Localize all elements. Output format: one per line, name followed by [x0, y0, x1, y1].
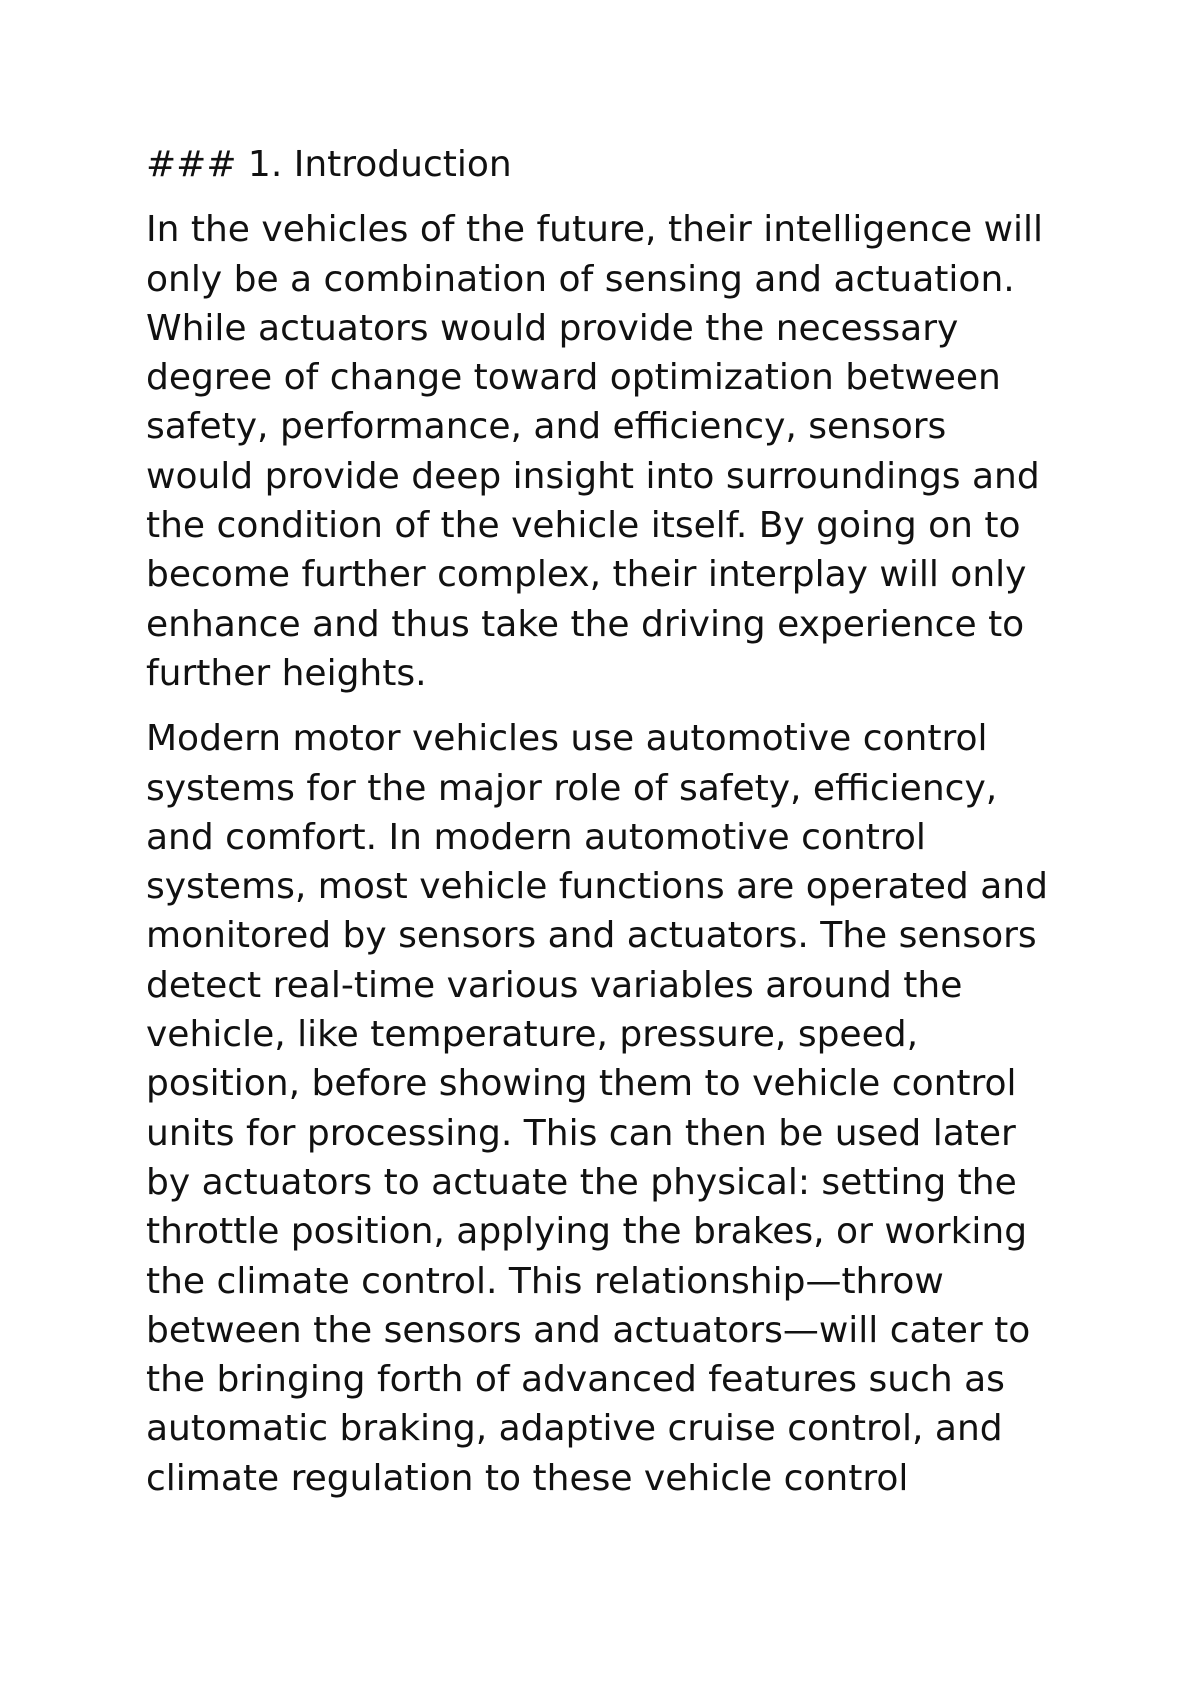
paragraph-1 [146, 205, 1076, 698]
text-line: In the vehicles of the future, their intelligence will [146, 209, 1044, 251]
text-line: units for processing. This can then be used later [146, 1112, 1016, 1154]
text-line: safety, performance, and efficiency, sensors [146, 406, 947, 448]
text-line: the condition of the vehicle itself. By going on to [146, 505, 1021, 547]
text-line: systems, most vehicle functions are operated and [146, 866, 1048, 908]
text-line: the bringing forth of advanced features such as [146, 1359, 1005, 1401]
text-line: the climate control. This relationship—throw [146, 1260, 944, 1302]
text-line: by actuators to actuate the physical: setting the [146, 1161, 1017, 1203]
text-line: only be a combination of sensing and actuation. [146, 258, 1015, 300]
paragraph-2 [146, 714, 1076, 1503]
text-line: automatic braking, adaptive cruise control, and [146, 1408, 1003, 1450]
text-line: throttle position, applying the brakes, or working [146, 1211, 1028, 1253]
text-line: become further complex, their interplay will only [146, 554, 1027, 596]
text-line: detect real-time various variables around the [146, 964, 963, 1006]
text-line: systems for the major role of safety, efficiency, [146, 767, 998, 809]
text-line: Modern motor vehicles use automotive control [146, 718, 988, 760]
document-page [146, 140, 1076, 1519]
text-line: While actuators would provide the necessary [146, 307, 959, 349]
text-line: and comfort. In modern automotive control [146, 816, 926, 858]
text-line: monitored by sensors and actuators. The sensors [146, 915, 1037, 957]
text-line: climate regulation to these vehicle control [146, 1457, 909, 1499]
text-line: degree of change toward optimization between [146, 357, 1001, 399]
text-line: between the sensors and actuators—will cater to [146, 1309, 1031, 1351]
section-heading: ### 1. Introduction [146, 144, 512, 185]
text-line: enhance and thus take the driving experience to [146, 603, 1025, 645]
text-line: would provide deep insight into surroundings and [146, 455, 1040, 497]
text-line: vehicle, like temperature, pressure, speed, [146, 1014, 919, 1056]
text-line: position, before showing them to vehicle control [146, 1063, 1017, 1105]
text-line: further heights. [146, 652, 427, 694]
